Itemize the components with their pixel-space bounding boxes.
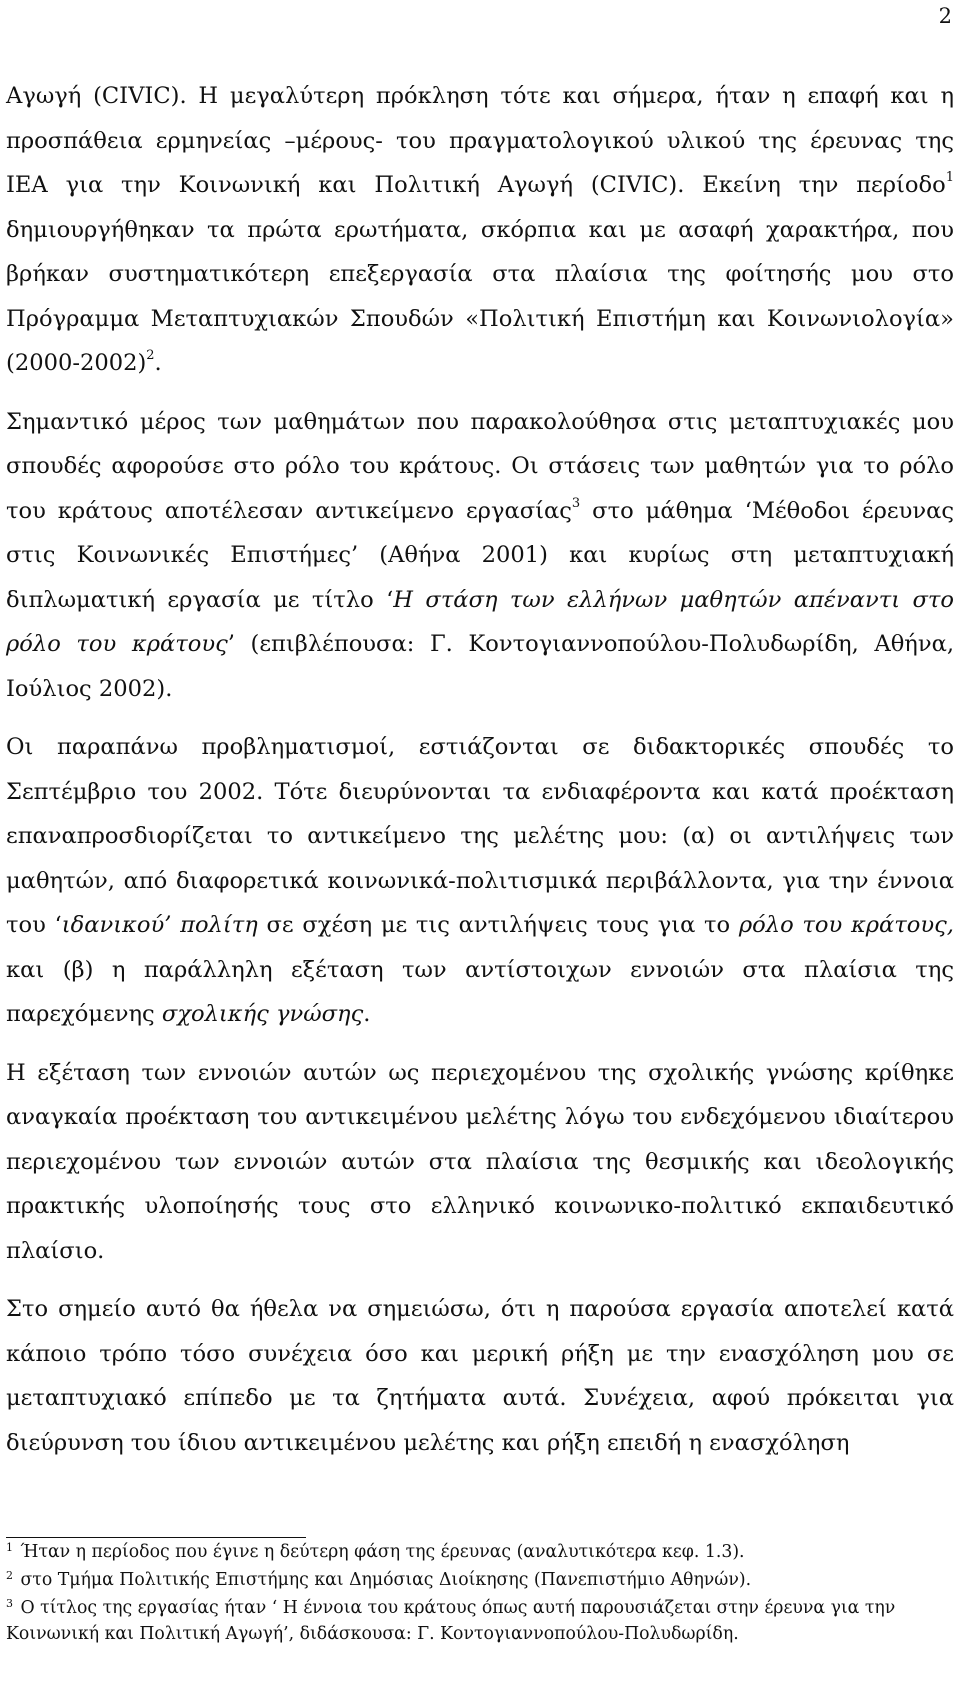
- paragraph-text: και (β) η παράλληλη εξέταση των αντίστοιχων εννοιών στα πλαίσια της παρεχόμενης: [6, 956, 954, 1027]
- document-body: [6, 74, 954, 1479]
- footnote-2: [6, 1568, 954, 1594]
- footnote-number: 2: [6, 1569, 13, 1582]
- paragraph-2: [6, 400, 954, 712]
- paragraph-text: Αγωγή (CIVIC). Η μεγαλύτερη πρόκληση τότε και σήμερα, ήταν η επαφή και η προσπάθεια ερμηνείας –μέρους- του πραγματολογικού υλικού της έρευνας της IEA για την Κοινωνική και Πολιτική Αγωγή (CIVIC). Εκείνη την περίοδο: [6, 83, 954, 198]
- paragraph-text: Οι παραπάνω προβληματισμοί, εστιάζονται σε διδακτορικές σπουδές το Σεπτέμβριο του 2002. Τότε διευρύνονται τα ενδιαφέροντα και κατά προέκταση επαναπροσδιορίζεται το αντικείμενο της μελέτης μου: (α) οι αντιλήψεις των μαθητών, από διαφορετικά κοινωνικά-πολιτισμικά περιβάλλοντα, για την έννοια του ‘: [6, 734, 954, 938]
- footnote-ref-2: 2: [146, 348, 155, 364]
- paragraph-1: [6, 74, 954, 386]
- paragraph-5: Στο σημείο αυτό θα ήθελα να σημειώσω, ότι η παρούσα εργασία αποτελεί κατά κάποιο τρόπο τόσο συνέχεια όσο και μερική ρήξη με την ενασχόληση μου σε μεταπτυχιακό επίπεδο με τα ζητήματα αυτά. Συνέχεια, αφού πρόκειται για διεύρυνση του ίδιου αντικειμένου μελέτης και ρήξη επειδή η ενασχόληση: [6, 1296, 954, 1456]
- footnote-number: 3: [6, 1597, 13, 1610]
- footnote-text: Ήταν η περίοδος που έγινε η δεύτερη φάση της έρευνας (αναλυτικότερα κεφ. 1.3).: [15, 1542, 745, 1562]
- paragraph-3: [6, 725, 954, 1037]
- page-number: 2: [938, 4, 952, 28]
- footnote-text: στο Τμήμα Πολιτικής Επιστήμης και Δημόσιας Διοίκησης (Πανεπιστήμιο Αθηνών).: [15, 1570, 752, 1590]
- footnote-1: [6, 1540, 954, 1566]
- paragraph-text: .: [363, 1001, 371, 1027]
- paragraph-text: στο μάθημα ‘Μέθοδοι έρευνας στις Κοινωνικές Επιστήμες’ (Αθήνα 2001) και κυρίως στη μεταπτυχιακή διπλωματική εργασία με τίτλο ‘: [6, 497, 954, 613]
- footnote-ref-1: 1: [945, 170, 954, 186]
- emphasis-text: ιδανικού’ πολίτη: [61, 912, 258, 938]
- emphasis-text: ρόλο του κράτους,: [738, 912, 954, 938]
- footnote-text: Ο τίτλος της εργασίας ήταν ‘ Η έννοια του κράτους όπως αυτή παρουσιάζεται στην έρευνα για την Κοινωνική και Πολιτική Αγωγή’, διδάσκουσα: Γ. Κοντογιαννοπούλου-Πολυδωρίδη.: [6, 1598, 896, 1644]
- paragraph-text: ’ (επιβλέπουσα: Γ. Κοντογιαννοπούλου-Πολυδωρίδη, Αθήνα, Ιούλιος 2002).: [6, 631, 955, 702]
- footnotes: [6, 1540, 954, 1648]
- paragraph-text: δημιουργήθηκαν τα πρώτα ερωτήματα, σκόρπια και με ασαφή χαρακτήρα, που βρήκαν συστηματικότερη επεξεργασία στα πλαίσια της φοίτησής μου στο Πρόγραμμα Μεταπτυχιακών Σπουδών «Πολιτική Επιστήμη και Κοινωνιολογία» (2000-2002): [6, 216, 954, 376]
- thesis-title: Η στάση των ελλήνων μαθητών απέναντι στο ρόλο του κράτους: [6, 586, 954, 657]
- footnote-3: [6, 1596, 954, 1646]
- footnote-number: 1: [6, 1541, 13, 1554]
- paragraph-text: Σημαντικό μέρος των μαθημάτων που παρακολούθησα στις μεταπτυχιακές μου σπουδές αφορούσε στο ρόλο του κράτους. Οι στάσεις των μαθητών για το ρόλο του κράτους αποτέλεσαν αντικείμενο εργασίας: [6, 408, 954, 524]
- footnote-ref-3: 3: [571, 495, 581, 511]
- footnote-separator: [6, 1537, 306, 1538]
- paragraph-text: .: [154, 350, 162, 376]
- paragraph-text: σε σχέση με τις αντιλήψεις τους για το: [257, 912, 739, 938]
- emphasis-text: σχολικής γνώσης: [161, 1001, 364, 1027]
- paragraph-4: Η εξέταση των εννοιών αυτών ως περιεχομένου της σχολικής γνώσης κρίθηκε αναγκαία προέκταση του αντικειμένου μελέτης λόγω του ενδεχόμενου ιδιαίτερου περιεχομένου των εννοιών αυτών στα πλαίσια της θεσμικής και ιδεολογικής πρακτικής υλοποίησής τους στο ελληνικό κοινωνικο-πολιτικό εκπαιδευτικό πλαίσιο.: [6, 1059, 954, 1264]
